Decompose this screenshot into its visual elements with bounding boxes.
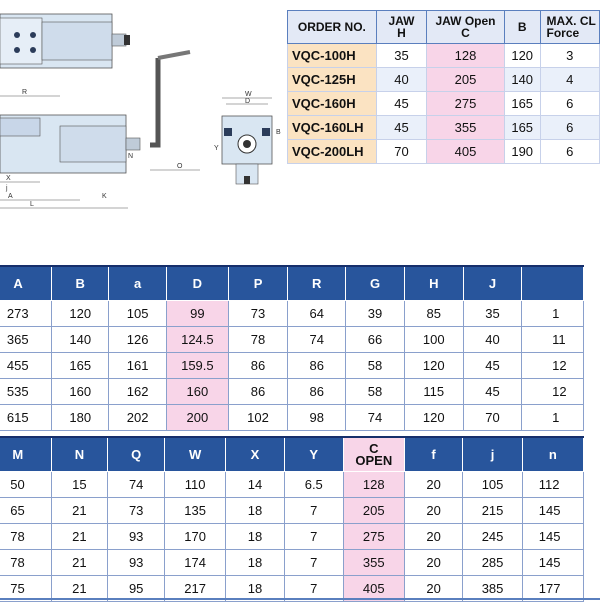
spec-header-jaw-open [427, 11, 505, 44]
dim2-header-w: W [165, 437, 226, 472]
header-line: C [461, 26, 470, 40]
table-row [0, 301, 584, 327]
header-line: H [397, 26, 406, 40]
cell: 20 [404, 524, 463, 550]
dim1-header-h: H [404, 266, 463, 301]
cell: 115 [404, 379, 463, 405]
cell: 160 [52, 379, 109, 405]
cell: 161 [109, 353, 166, 379]
cell: 74 [288, 327, 346, 353]
cell: 12 [522, 379, 584, 405]
order-no: VQC-125H [288, 68, 377, 92]
vise-drawing [0, 0, 288, 215]
dimension-table-1 [0, 265, 584, 431]
label-n: N [128, 153, 134, 160]
cell: 245 [463, 524, 522, 550]
cell: 20 [404, 550, 463, 576]
top-view-shaft [112, 34, 126, 46]
table-row [0, 405, 584, 431]
top-view-slide [42, 22, 112, 60]
spec-header-row [288, 11, 600, 44]
cell: 535 [0, 379, 52, 405]
cell: 58 [346, 353, 404, 379]
cell: 21 [51, 498, 108, 524]
bolt-hole [14, 47, 20, 53]
b-value: 140 [504, 68, 540, 92]
order-no: VQC-160LH [288, 116, 377, 140]
force-value: 3 [540, 44, 599, 68]
label-x: X [6, 175, 11, 182]
spec-header-order: ORDER NO. [288, 11, 377, 44]
dim1-header-r: R [288, 266, 346, 301]
bolt-hole [30, 32, 36, 38]
cell: 102 [228, 405, 287, 431]
cell: 98 [288, 405, 346, 431]
dim1-header-j: J [463, 266, 521, 301]
order-no: VQC-100H [288, 44, 377, 68]
cell: 160 [166, 379, 228, 405]
cell: 135 [165, 498, 226, 524]
label-y: Y [214, 145, 219, 152]
table-row [0, 550, 584, 576]
cell: 86 [288, 379, 346, 405]
header-line: C [369, 440, 379, 456]
cell: 85 [404, 301, 463, 327]
cell: 95 [108, 576, 165, 602]
cell: 1 [522, 301, 584, 327]
cell: 145 [522, 524, 583, 550]
cell: 18 [226, 498, 285, 524]
cell: 21 [51, 576, 108, 602]
jaw-open-c: 128 [427, 44, 505, 68]
cell: 78 [228, 327, 287, 353]
cell: 145 [522, 550, 583, 576]
jaw-h: 70 [376, 140, 426, 164]
dim1-header-cut [522, 266, 584, 301]
dim2-header-q: Q [108, 437, 165, 472]
cell: 170 [165, 524, 226, 550]
label-r: R [22, 89, 28, 96]
header-line: MAX. CL [546, 14, 596, 28]
cell: 39 [346, 301, 404, 327]
dim1-header-a-lower: a [109, 266, 166, 301]
table-row [0, 472, 584, 498]
shaft-end [124, 35, 130, 45]
cell: 365 [0, 327, 52, 353]
spec-table [287, 10, 600, 164]
header-line: JAW Open [435, 14, 496, 28]
cell: 74 [108, 472, 165, 498]
bolt-hole [30, 47, 36, 53]
cell: 120 [404, 405, 463, 431]
dim2-header-y: Y [284, 437, 343, 472]
table-row [288, 92, 600, 116]
bolt-hole [14, 32, 20, 38]
cell: 177 [522, 576, 583, 602]
label-o: O [177, 163, 183, 170]
dim1-header-p: P [228, 266, 287, 301]
cell: 7 [284, 550, 343, 576]
jaw-h: 35 [376, 44, 426, 68]
force-value: 4 [540, 68, 599, 92]
cell: 66 [346, 327, 404, 353]
jaw-open-c: 205 [427, 68, 505, 92]
cell: 18 [226, 550, 285, 576]
cell: 100 [404, 327, 463, 353]
dim1-header-g: G [346, 266, 404, 301]
crank-grip [158, 52, 190, 58]
jaw-open-c: 275 [427, 92, 505, 116]
label-l: L [30, 201, 34, 208]
table-row [0, 379, 584, 405]
header-line: JAW [388, 14, 415, 28]
cell: 126 [109, 327, 166, 353]
cell: 7 [284, 524, 343, 550]
label-b: B [276, 129, 281, 136]
cell: 40 [463, 327, 521, 353]
table-row [288, 44, 600, 68]
dim1-header-a: A [0, 266, 52, 301]
dim2-header-f: f [404, 437, 463, 472]
label-w: W [245, 91, 252, 98]
cell: 217 [165, 576, 226, 602]
table-row [0, 524, 584, 550]
cell: 86 [228, 379, 287, 405]
table-row [0, 353, 584, 379]
cell: 200 [166, 405, 228, 431]
dim1-header-d: D [166, 266, 228, 301]
cell: 73 [228, 301, 287, 327]
cell: 7 [284, 576, 343, 602]
table-row [288, 140, 600, 164]
b-value: 190 [504, 140, 540, 164]
cell: 58 [346, 379, 404, 405]
cell: 15 [51, 472, 108, 498]
cell: 78 [0, 524, 51, 550]
cell: 124.5 [166, 327, 228, 353]
table-row [0, 327, 584, 353]
jaw-h: 45 [376, 92, 426, 116]
cell: 215 [463, 498, 522, 524]
order-no: VQC-200LH [288, 140, 377, 164]
cell: 65 [0, 498, 51, 524]
table-row [0, 498, 584, 524]
force-value: 6 [540, 140, 599, 164]
cell: 455 [0, 353, 52, 379]
header-line: OPEN [355, 452, 393, 468]
dim1-header-b: B [52, 266, 109, 301]
force-value: 6 [540, 92, 599, 116]
spec-header-jaw-h [376, 11, 426, 44]
table-row [288, 68, 600, 92]
cell: 21 [51, 524, 108, 550]
dim1-header-row [0, 266, 584, 301]
cell: 20 [404, 498, 463, 524]
cell: 70 [463, 405, 521, 431]
cell: 7 [284, 498, 343, 524]
jaw-open-c: 405 [427, 140, 505, 164]
cell: 165 [52, 353, 109, 379]
cell: 74 [346, 405, 404, 431]
dim2-header-c-open [343, 437, 404, 472]
cell: 18 [226, 576, 285, 602]
cell: 120 [52, 301, 109, 327]
force-value: 6 [540, 116, 599, 140]
cell: 12 [522, 353, 584, 379]
cell: 355 [343, 550, 404, 576]
dim2-header-j: j [463, 437, 522, 472]
cell: 11 [522, 327, 584, 353]
dim2-header-n-lower: n [522, 437, 583, 472]
cell: 110 [165, 472, 226, 498]
cell: 105 [463, 472, 522, 498]
cell: 615 [0, 405, 52, 431]
cell: 21 [51, 550, 108, 576]
order-no: VQC-160H [288, 92, 377, 116]
b-value: 165 [504, 92, 540, 116]
header-line: Force [546, 26, 580, 40]
cell: 285 [463, 550, 522, 576]
cell: 202 [109, 405, 166, 431]
jaw-open-c: 355 [427, 116, 505, 140]
vise-drawing-svg [0, 0, 288, 215]
cell: 99 [166, 301, 228, 327]
cell: 105 [109, 301, 166, 327]
cell: 20 [404, 472, 463, 498]
table-row [288, 116, 600, 140]
cell: 273 [0, 301, 52, 327]
cell: 145 [522, 498, 583, 524]
b-value: 165 [504, 116, 540, 140]
cell: 86 [288, 353, 346, 379]
cell: 73 [108, 498, 165, 524]
label-j: j [6, 185, 8, 192]
label-d: D [245, 98, 251, 105]
cell: 120 [404, 353, 463, 379]
cell: 159.5 [166, 353, 228, 379]
cell: 385 [463, 576, 522, 602]
cell: 162 [109, 379, 166, 405]
dim2-header-m: M [0, 437, 51, 472]
dimension-table-2 [0, 436, 584, 602]
cell: 35 [463, 301, 521, 327]
cell: 180 [52, 405, 109, 431]
cell: 112 [522, 472, 583, 498]
cell: 86 [228, 353, 287, 379]
jaw-h: 40 [376, 68, 426, 92]
label-k: K [102, 193, 107, 200]
dim2-header-row [0, 437, 584, 472]
dim2-header-x: X [226, 437, 285, 472]
cell: 93 [108, 524, 165, 550]
label-a: A [8, 193, 13, 200]
dim2-header-n: N [51, 437, 108, 472]
cell: 1 [522, 405, 584, 431]
top-view-jaw [0, 18, 42, 64]
b-value: 120 [504, 44, 540, 68]
cell: 18 [226, 524, 285, 550]
cell: 405 [343, 576, 404, 602]
crank-handle [150, 58, 158, 145]
cell: 14 [226, 472, 285, 498]
cell: 174 [165, 550, 226, 576]
cell: 45 [463, 379, 521, 405]
cell: 275 [343, 524, 404, 550]
cell: 45 [463, 353, 521, 379]
cell: 140 [52, 327, 109, 353]
cell: 6.5 [284, 472, 343, 498]
cell: 50 [0, 472, 51, 498]
cell: 93 [108, 550, 165, 576]
cell: 75 [0, 576, 51, 602]
cell: 128 [343, 472, 404, 498]
cell: 64 [288, 301, 346, 327]
cell: 78 [0, 550, 51, 576]
spec-header-b: B [504, 11, 540, 44]
spec-header-force [540, 11, 599, 44]
jaw-h: 45 [376, 116, 426, 140]
cell: 205 [343, 498, 404, 524]
cell: 20 [404, 576, 463, 602]
